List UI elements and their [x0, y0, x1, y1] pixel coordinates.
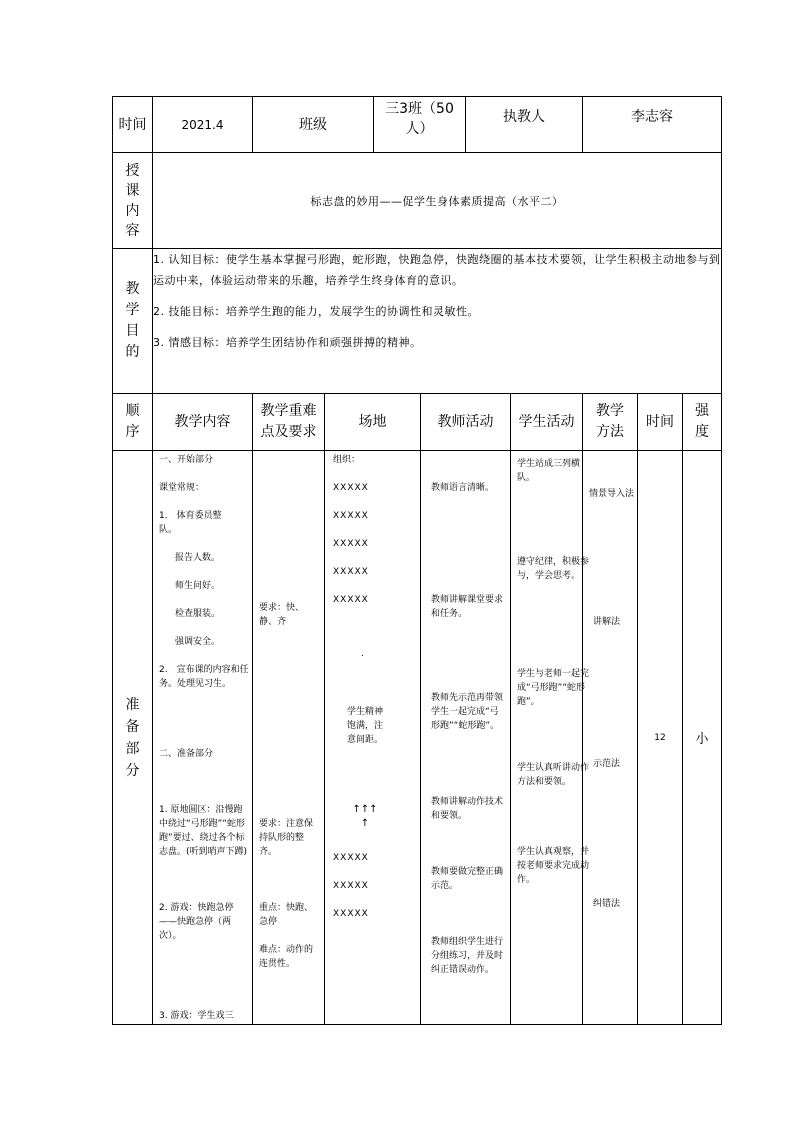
col-student [511, 394, 583, 451]
col-teacher [421, 394, 511, 451]
lesson-plan-table [112, 96, 722, 1025]
section-label: 准备部分 [125, 696, 140, 779]
content-row [113, 153, 722, 249]
section-content-cell [153, 451, 253, 1025]
date-value: 2021.4 [181, 117, 224, 132]
content-line-1: 一、开始部分 [159, 455, 214, 465]
col-intensity [683, 394, 722, 451]
venue-row-2: XXXXX [333, 511, 369, 521]
focus-line-1: 要求：快、静、齐 [259, 603, 305, 627]
col-time [638, 394, 683, 451]
student-line-2: 遵守纪律，积极参与，学会思考。 [517, 557, 590, 581]
section-time-cell [638, 451, 683, 1025]
venue-row-5: XXXXX [333, 595, 369, 605]
venue-row-8: XXXXX [333, 909, 369, 919]
goals-cell [153, 249, 722, 394]
col-intensity-text: 强度 [695, 403, 710, 440]
col-content-text: 教学内容 [174, 413, 231, 430]
focus-line-4: 难点：动作的连贯性。 [259, 945, 314, 969]
class-value-cell [374, 97, 466, 153]
goal-cognitive: 1. 认知目标：使学生基本掌握弓形跑，蛇形跑，快跑急停，快跑绕圈的基本技术要领，让学生积极主动地参与到运动中来，体验运动带来的乐趣，培养学生终身体育的意识。 [153, 253, 721, 287]
teacher-line-6: 教师组织学生进行分组练习，并及时纠正错误动作。 [431, 937, 504, 975]
venue-dot: . [361, 649, 364, 659]
student-line-1: 学生站成三列横队。 [517, 459, 581, 483]
section-venue-cell [325, 451, 421, 1025]
class-value: 三3班（50人） [385, 101, 454, 137]
venue-row-3: XXXXX [333, 539, 369, 549]
content-line-9: 二、准备部分 [159, 749, 214, 759]
teacher-line-3: 教师先示范再带领学生一起完成“弓形跑”“蛇形跑”。 [431, 693, 504, 731]
content-line-5: 师生问好。 [175, 581, 221, 591]
section-intensity-cell [683, 451, 722, 1025]
section-teacher-cell [421, 451, 511, 1025]
venue-row-7: XXXXX [333, 881, 369, 891]
method-line-1: 情景导入法 [589, 489, 635, 499]
content-line-10: 1. 原地圆区：沿慢跑中绕过“弓形跑”“蛇形跑”要过、绕过各个标志盘。(听到哨声下蹲) [159, 805, 248, 857]
time-label: 时间 [118, 116, 147, 133]
content-text: 标志盘的妙用——促学生身体素质提高（水平二） [310, 194, 564, 208]
method-line-2: 讲解法 [593, 617, 621, 627]
date-cell [153, 97, 253, 153]
teacher-line-5: 教师要做完整正确示范。 [431, 867, 504, 891]
time-label-cell [113, 97, 153, 153]
col-method [583, 394, 638, 451]
col-venue-text: 场地 [358, 413, 387, 430]
method-line-4: 纠错法 [593, 899, 621, 909]
goals-label-cell [113, 249, 153, 394]
venue-row-4: XXXXX [333, 567, 369, 577]
venue-note: 学生精神饱满，注意间距。 [346, 707, 383, 745]
section-focus-cell [253, 451, 325, 1025]
content-line-8: 2. 宣布课的内容和任务。处理见习生。 [159, 665, 249, 689]
content-line-11: 2. 游戏：快跑急停——快跑急停（两次）。 [159, 903, 234, 941]
section-row [113, 451, 722, 1025]
col-method-text: 教学方法 [596, 403, 625, 440]
content-text-cell [153, 153, 722, 249]
section-intensity: 小 [695, 732, 709, 747]
content-line-2: 课堂常规： [159, 483, 205, 493]
col-student-text: 学生活动 [518, 413, 575, 430]
teacher-label-cell [466, 97, 583, 153]
venue-arrows: ↑↑↑ ↑ [352, 804, 378, 829]
teacher-name: 李志容 [631, 109, 674, 125]
venue-row-6: XXXXX [333, 853, 369, 863]
section-time: 12 [654, 732, 666, 743]
col-venue [325, 394, 421, 451]
column-header-row [113, 394, 722, 451]
student-line-4: 学生认真听讲动作方法和要领。 [517, 763, 590, 787]
goals-row [113, 249, 722, 394]
teacher-line-1: 教师语言清晰。 [431, 483, 495, 493]
content-label-cell [113, 153, 153, 249]
class-label-cell [253, 97, 374, 153]
content-line-12: 3. 游戏：学生戏三 [159, 1011, 234, 1021]
col-focus [253, 394, 325, 451]
goal-emotion: 3. 情感目标：培养学生团结协作和顽强拼搏的精神。 [153, 336, 422, 349]
col-order [113, 394, 153, 451]
col-teacher-text: 教师活动 [437, 413, 494, 430]
col-content [153, 394, 253, 451]
col-focus-text: 教学重难点及要求 [260, 403, 317, 440]
teacher-label: 执教人 [503, 109, 545, 125]
content-label: 授课内容 [125, 162, 140, 239]
method-line-3: 示范法 [593, 759, 621, 769]
venue-row-1: XXXXX [333, 483, 369, 493]
focus-line-3: 重点：快跑、急停 [259, 903, 314, 927]
content-line-7: 强调安全。 [175, 637, 221, 647]
col-time-text: 时间 [646, 413, 675, 430]
goal-skill: 2. 技能目标：培养学生跑的能力，发展学生的协调性和灵敏性。 [153, 305, 479, 318]
class-label: 班级 [299, 116, 327, 133]
focus-line-2: 要求：注意保持队形的整齐。 [259, 819, 314, 857]
teacher-line-2: 教师讲解课堂要求和任务。 [431, 595, 504, 619]
section-method-cell [583, 451, 638, 1025]
content-line-3: 1. 体育委员整队。 [159, 511, 222, 535]
header-row [113, 97, 722, 153]
goals-label: 教学目的 [125, 281, 140, 360]
section-label-cell [113, 451, 153, 1025]
student-line-5: 学生认真观察，并按老师要求完成动作。 [517, 847, 590, 885]
student-line-3: 学生与老师一起完成“弓形跑”“蛇形跑”。 [517, 669, 590, 707]
venue-org: 组织： [333, 455, 361, 465]
content-line-4: 报告人数。 [175, 553, 221, 563]
teacher-line-4: 教师讲解动作技术和要领。 [431, 797, 504, 821]
col-order-text: 顺序 [125, 403, 140, 440]
content-line-6: 检查服装。 [175, 609, 221, 619]
section-student-cell [511, 451, 590, 1025]
teacher-name-cell [583, 97, 722, 153]
